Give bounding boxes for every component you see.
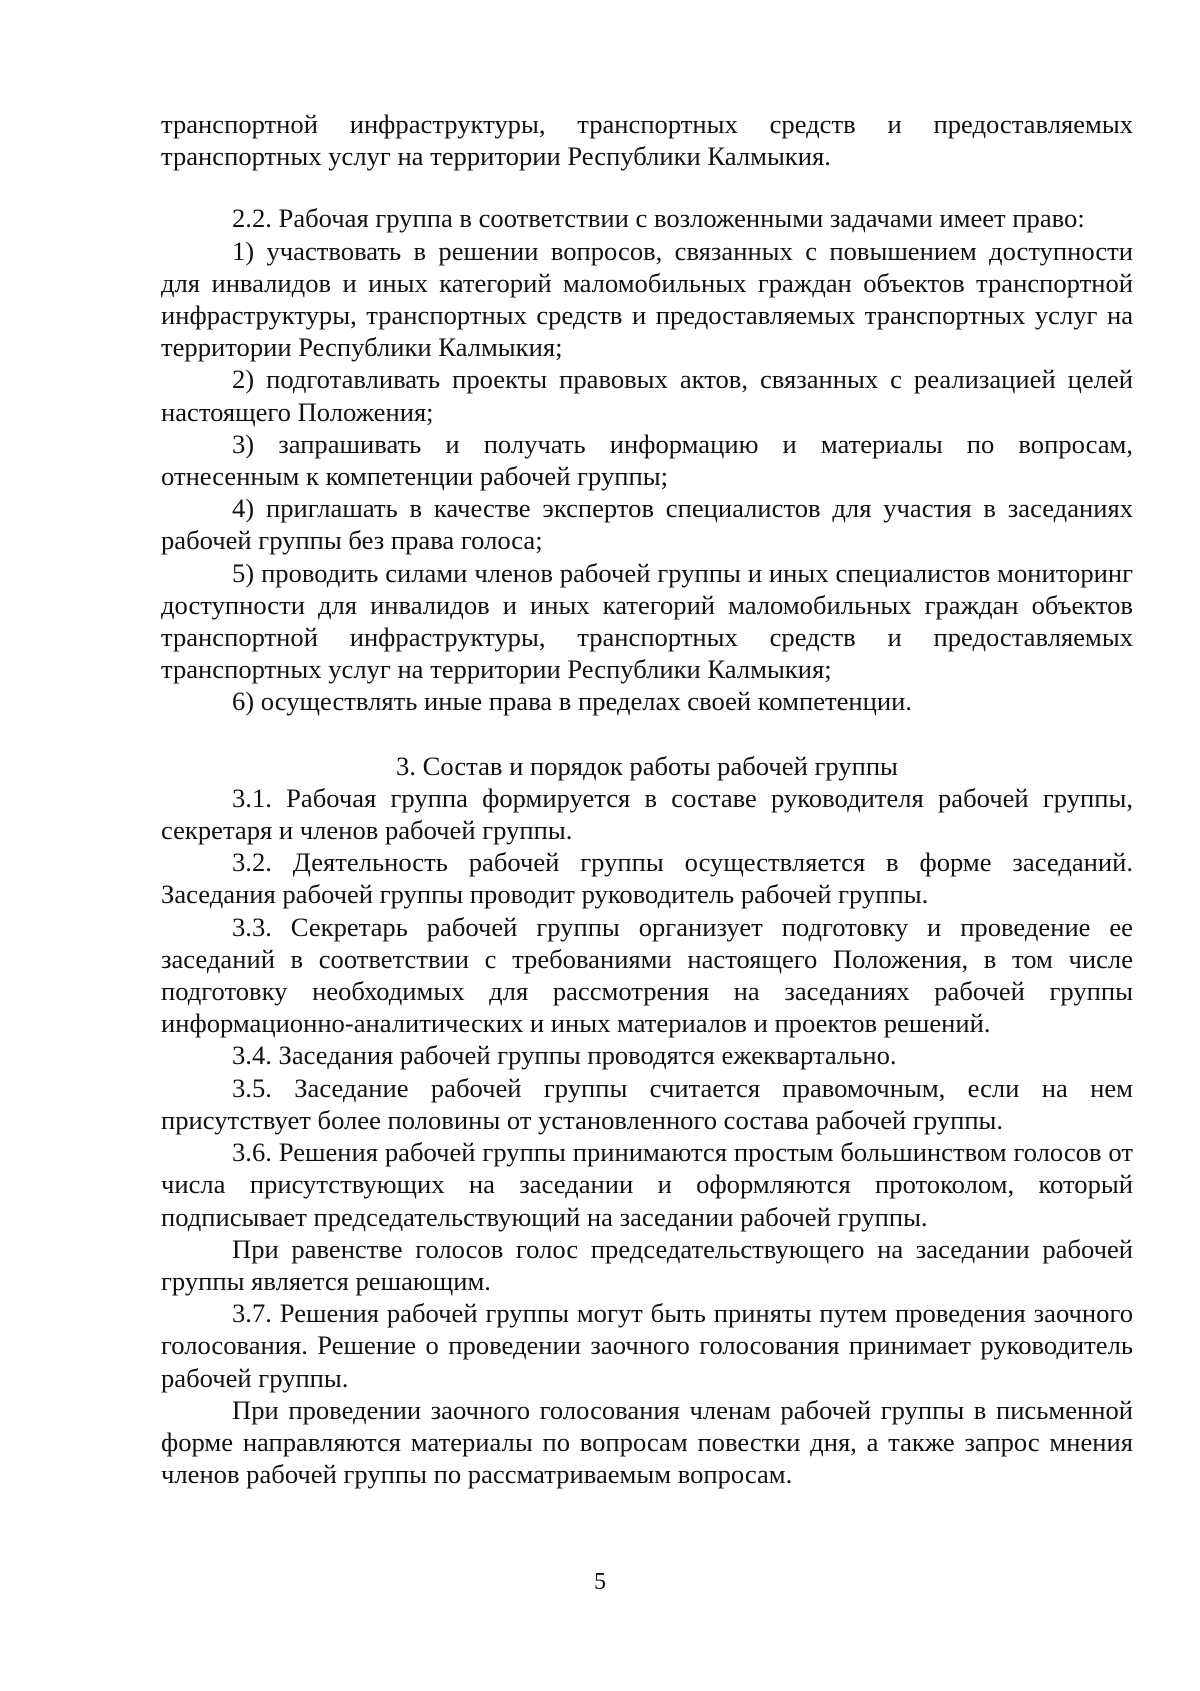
list-item-5: 5) проводить силами членов рабочей группы и иных специалистов мониторинг доступности для инвалидов и иных категорий маломобильных граждан объектов транспортной инфраструктуры, транспортных средств и предоставляемых транспортных услуг на территории Республики Калмыкия;: [161, 557, 1133, 685]
paragraph-3-6-tie: При равенстве голосов голос председательствующего на заседании рабочей группы является решающим.: [161, 1233, 1133, 1296]
paragraph-3-3: 3.3. Секретарь рабочей группы организует подготовку и проведение ее заседаний в соответствии с требованиями настоящего Положения, в том числе подготовку необходимых для рассмотрения на заседаниях рабочей группы информационно-аналитических и иных материалов и проектов решений.: [161, 911, 1133, 1039]
list-item-4: 4) приглашать в качестве экспертов специалистов для участия в заседаниях рабочей группы без права голоса;: [161, 493, 1133, 556]
list-item-6: 6) осуществлять иные права в пределах своей компетенции.: [232, 686, 913, 717]
page-number: 5: [594, 1569, 606, 1595]
paragraph-2-2: 2.2. Рабочая группа в соответствии с возложенными задачами имеет право:: [232, 203, 1085, 234]
paragraph-3-2: 3.2. Деятельность рабочей группы осуществляется в форме заседаний. Заседания рабочей группы проводит руководитель рабочей группы.: [161, 847, 1133, 910]
paragraph-3-4: 3.4. Заседания рабочей группы проводятся ежеквартально.: [232, 1040, 897, 1071]
section-heading-3: 3. Состав и порядок работы рабочей группы: [396, 750, 898, 781]
paragraph-3-6: 3.6. Решения рабочей группы принимаются простым большинством голосов от числа присутствующих на заседании и оформляются протоколом, который подписывает председательствующий на заседании рабочей группы.: [161, 1137, 1133, 1232]
paragraph-continuation: транспортной инфраструктуры, транспортных средств и предоставляемых транспортных услуг на территории Республики Калмыкия.: [161, 109, 1133, 172]
paragraph-3-7: 3.7. Решения рабочей группы могут быть приняты путем проведения заочного голосования. Решение о проведении заочного голосования принимает руководитель рабочей группы.: [161, 1298, 1133, 1393]
list-item-2: 2) подготавливать проекты правовых актов, связанных с реализацией целей настоящего Положения;: [161, 364, 1133, 427]
paragraph-3-1: 3.1. Рабочая группа формируется в составе руководителя рабочей группы, секретаря и членов рабочей группы.: [161, 782, 1133, 846]
paragraph-3-5: 3.5. Заседание рабочей группы считается правомочным, если на нем присутствует более половины от установленного состава рабочей группы.: [161, 1072, 1133, 1135]
paragraph-3-7-absentee: При проведении заочного голосования членам рабочей группы в письменной форме направляются материалы по вопросам повестки дня, а также запрос мнения членов рабочей группы по рассматриваемым вопросам.: [161, 1394, 1133, 1490]
document-body: [161, 108, 1133, 1490]
list-item-1: 1) участвовать в решении вопросов, связанных с повышением доступности для инвалидов и иных категорий маломобильных граждан объектов транспортной инфраструктуры, транспортных средств и предоставляемых транспортных услуг на территории Республики Калмыкия;: [161, 235, 1133, 363]
list-item-3: 3) запрашивать и получать информацию и материалы по вопросам, отнесенным к компетенции рабочей группы;: [161, 428, 1133, 492]
